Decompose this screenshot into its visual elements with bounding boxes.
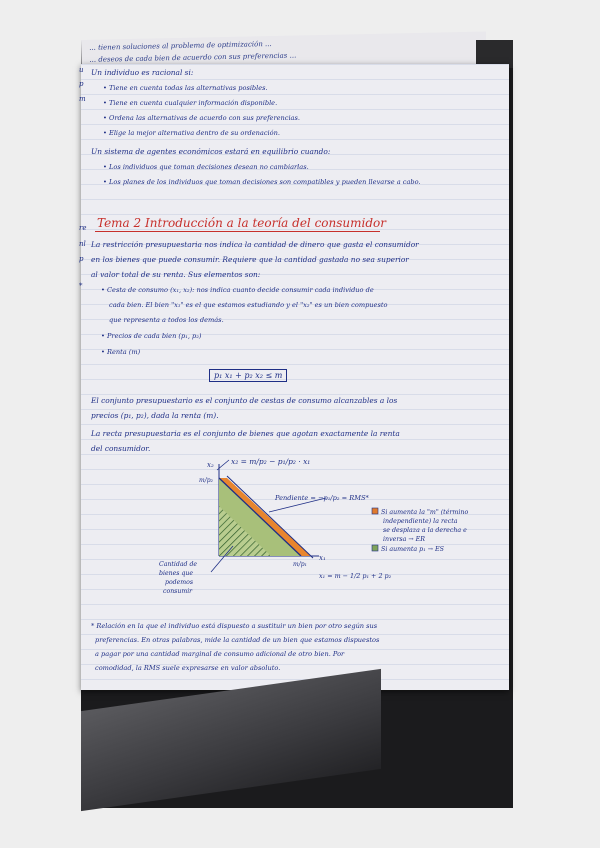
shift-equation: x₁ = m − 1/2 p₁ + 2 p₂: [319, 572, 392, 580]
legend-text: Si aumenta p₁ → ES: [381, 546, 444, 553]
legend-swatch-orange: [372, 508, 378, 514]
diagram-equation: x₂ = m/p₂ − p₁/p₂ · x₁: [231, 457, 311, 466]
margin-note: re: [79, 224, 87, 232]
restriccion-line: al valor total de su renta. Sus elementos son:: [91, 270, 261, 279]
photo-frame: [81, 40, 513, 808]
back-sheet-line: ... deseos de cada bien de acuerdo con sus preferencias ...: [89, 51, 297, 64]
margin-note: *: [79, 282, 83, 290]
racional-item: • Elige la mejor alternativa dentro de su ordenación.: [103, 129, 280, 137]
restriccion-line: en los bienes que puede consumir. Requiere que la cantidad gastada no sea superior: [91, 255, 409, 264]
budget-diagram: [151, 454, 491, 604]
rms-line: a pagar por una cantidad marginal de consumo adicional de otro bien. Por: [95, 650, 345, 658]
margin-note: m: [79, 95, 86, 103]
x1-axis-label: x₁: [319, 554, 326, 562]
notebook-page: [81, 64, 509, 690]
legend-text: se desplaza a la derecha e: [383, 527, 467, 534]
budget-formula: p₁ x₁ + p₂ x₂ ≤ m: [209, 369, 287, 382]
equilibrio-item-text: Los individuos que toman decisiones desean no cambiarlas.: [109, 163, 309, 171]
tema-title: Tema 2 Introducción a la teoría del consumidor: [97, 216, 387, 230]
cantidad-label: podemos: [165, 579, 194, 586]
margin-note: u: [79, 66, 84, 74]
margin-note: p: [79, 80, 84, 88]
equilibrio-heading: Un sistema de agentes económicos estará en equilibrio cuando:: [91, 147, 331, 156]
elementos-line: cada bien. El bien "x₁" es el que estamos estudiando y el "x₂" es un bien compuesto: [109, 301, 388, 309]
racional-item: • Ordena las alternativas de acuerdo con sus preferencias.: [103, 114, 300, 122]
legend-text: independiente) la recta: [383, 518, 458, 525]
elementos-line: Cesta de consumo (x₁, x₂): nos indica cuanto decide consumir cada individuo de: [107, 286, 374, 294]
legend-text: Si aumenta la "m" (término: [381, 509, 469, 516]
renta-text: Renta (m): [107, 348, 141, 356]
margin-note: p: [79, 255, 84, 263]
cantidad-label: consumir: [163, 588, 193, 595]
racional-item-text: Tiene en cuenta todas las alternativas posibles.: [109, 84, 268, 92]
equilibrio-item-text: Los planes de los individuos que toman decisiones son compatibles y pueden llevarse a cabo.: [109, 178, 421, 186]
precios-item: • Precios de cada bien (p₁, p₂): [101, 332, 202, 340]
cantidad-label: bienes que: [159, 570, 193, 577]
racional-item-text: Elige la mejor alternativa dentro de su ordenación.: [109, 129, 280, 137]
racional-item-text: Ordena las alternativas de acuerdo con sus preferencias.: [109, 114, 300, 122]
back-sheet-line: ... tienen soluciones al problema de optimización ...: [89, 40, 272, 52]
elementos-line: que representa a todos los demás.: [109, 316, 224, 324]
restriccion-line: La restricción presupuestaria nos indica la cantidad de dinero que gasta el consumidor: [91, 240, 419, 249]
y-intercept-label: m/p₂: [199, 477, 213, 484]
title-underline: [95, 231, 380, 232]
x-intercept-label: m/p₁: [293, 561, 307, 568]
recta-line: La recta presupuestaria es el conjunto de bienes que agotan exactamente la renta: [91, 429, 400, 438]
rms-line: comodidad, la RMS suele expresarse en valor absoluto.: [95, 664, 281, 672]
recta-line: del consumidor.: [91, 444, 151, 453]
elementos-item: • Cesta de consumo (x₁, x₂): nos indica cuanto decide consumir cada individuo de: [101, 286, 374, 294]
lower-sheet-shadow: [81, 669, 381, 811]
cantidad-label: Cantidad de: [159, 561, 198, 568]
racional-item: • Tiene en cuenta todas las alternativas posibles.: [103, 84, 268, 92]
equilibrio-item: • Los individuos que toman decisiones desean no cambiarlas.: [103, 163, 309, 171]
racional-item-text: Tiene en cuenta cualquier información disponible.: [109, 99, 278, 107]
precios-text: Precios de cada bien (p₁, p₂): [107, 332, 202, 340]
rms-line: preferencias. En otras palabras, mide la cantidad de un bien que estamos dispuestos: [95, 636, 380, 644]
legend-swatch-green: [372, 545, 378, 551]
x2-axis-label: x₂: [207, 461, 214, 469]
conjunto-line: precios (p₁, p₂), dada la renta (m).: [91, 411, 219, 420]
pendiente-label: Pendiente = −p₁/p₂ = RMS*: [275, 494, 369, 502]
rms-line: * Relación en la que el individuo está dispuesto a sustituir un bien por otro según sus: [91, 622, 378, 630]
margin-note: nl: [79, 240, 86, 248]
racional-item: • Tiene en cuenta cualquier información disponible.: [103, 99, 278, 107]
legend-text: inversa → ER: [383, 536, 425, 543]
equilibrio-item: • Los planes de los individuos que toman decisiones son compatibles y pueden llevarse a cabo.: [103, 178, 421, 186]
racional-heading: Un individuo es racional si:: [91, 68, 194, 77]
renta-item: • Renta (m): [101, 348, 141, 356]
conjunto-line: El conjunto presupuestario es el conjunto de cestas de consumo alcanzables a los: [91, 396, 398, 405]
